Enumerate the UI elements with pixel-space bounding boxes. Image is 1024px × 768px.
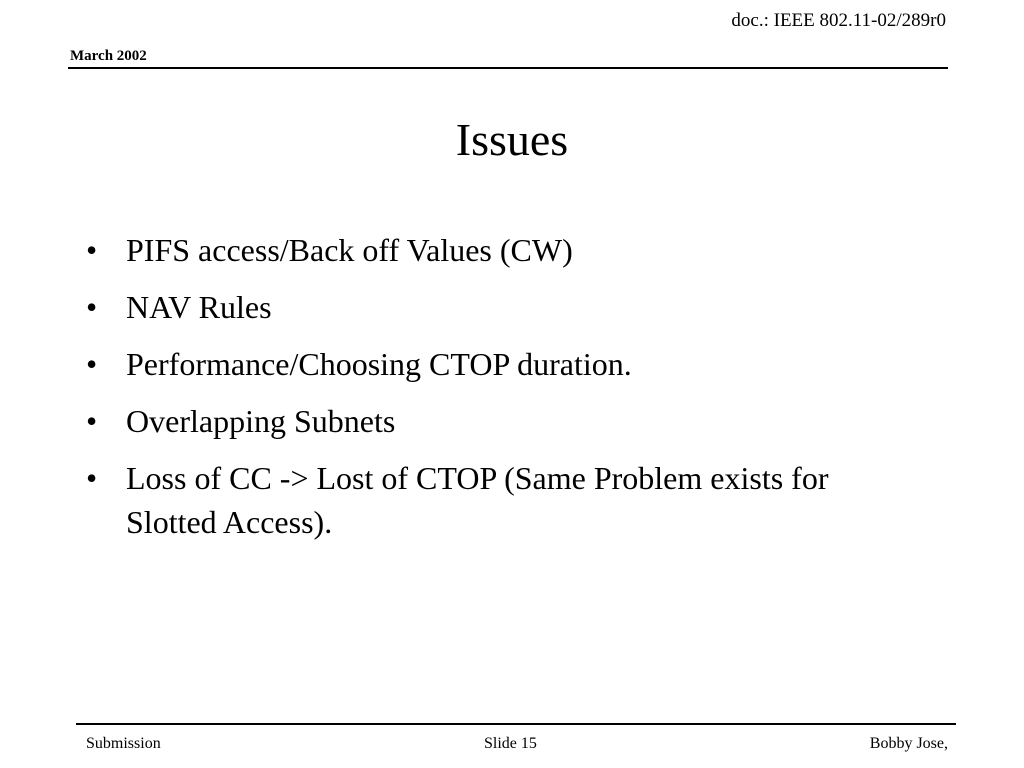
bullet-item [84, 228, 884, 272]
footer-divider [76, 723, 956, 725]
bullet-item [84, 456, 884, 544]
header-date: March 2002 [70, 48, 147, 64]
bullet-item [84, 399, 884, 443]
bullet-list [84, 228, 884, 557]
bullet-point-icon: • [86, 403, 98, 439]
bullet-point-icon: • [86, 346, 98, 382]
bullet-point-icon: • [86, 289, 98, 325]
header-divider [68, 67, 948, 69]
bullet-text: Performance/Choosing CTOP duration. [126, 346, 632, 382]
bullet-item [84, 285, 884, 329]
slide-title: Issues [455, 114, 569, 165]
bullet-point-icon: • [86, 232, 98, 268]
bullet-text: Overlapping Subnets [126, 403, 396, 439]
document-id: doc.: IEEE 802.11-02/289r0 [731, 10, 946, 31]
bullet-text: Loss of CC -> Lost of CTOP (Same Problem exists for Slotted Access). [126, 460, 829, 540]
bullet-text: NAV Rules [126, 289, 272, 325]
footer-slide-number: Slide 15 [484, 735, 537, 752]
bullet-point-icon: • [86, 460, 98, 496]
bullet-item [84, 342, 884, 386]
footer-author: Bobby Jose, [869, 735, 948, 752]
bullet-text: PIFS access/Back off Values (CW) [126, 232, 573, 268]
footer-submission: Submission [86, 735, 161, 752]
